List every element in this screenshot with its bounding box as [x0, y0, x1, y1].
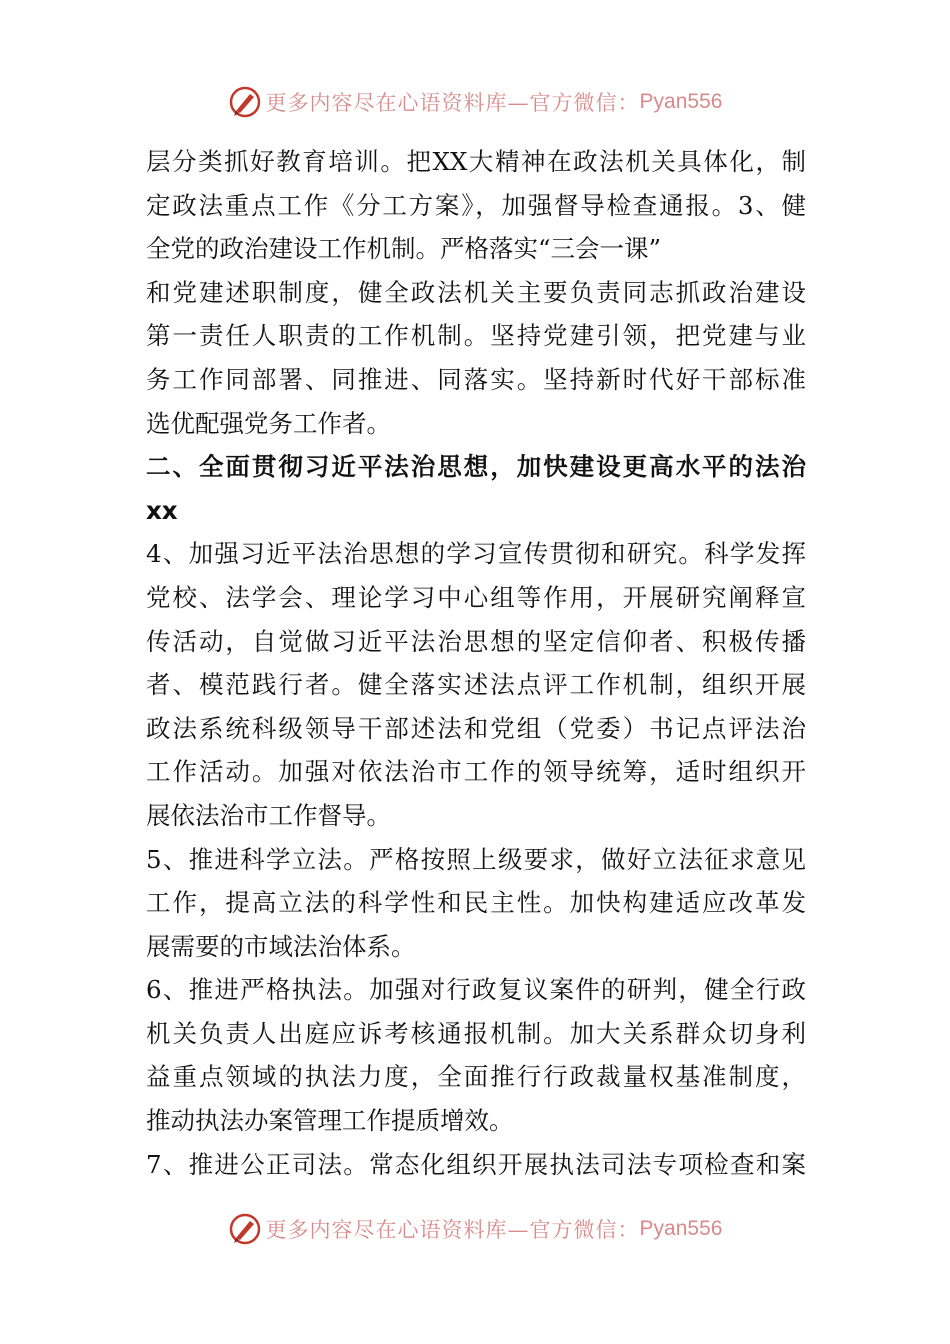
paragraph-line: 者、模范践行者。健全落实述法点评工作机制，组织开展 [146, 670, 806, 700]
paragraph-line: 政法系统科级领导干部述法和党组（党委）书记点评法治 [146, 713, 806, 743]
paragraph-line: 机关负责人出庭应诉考核通报机制。加大关系群众切身利 [146, 1018, 806, 1048]
paragraph-line: 选优配强党务工作者。 [146, 408, 391, 438]
watermark-text: 更多内容尽在心语资料库—官方微信： [265, 91, 640, 115]
paragraph-line: 7、推进公正司法。常态化组织开展执法司法专项检查和案 [146, 1149, 806, 1179]
paragraph-line: 4、加强习近平法治思想的学习宣传贯彻和研究。科学发挥 [146, 539, 806, 569]
paragraph-line: 全党的政治建设工作机制。严格落实“三会一课” [146, 234, 662, 264]
paragraph-line: 第一责任人职责的工作机制。坚持党建引领，把党建与业 [146, 321, 806, 351]
paragraph-line: 党校、法学会、理论学习中心组等作用，开展研究阐释宣 [146, 582, 806, 612]
paragraph-line: 务工作同部署、同推进、同落实。坚持新时代好干部标准 [146, 364, 806, 394]
paragraph-line: 6、推进严格执法。加强对行政复议案件的研判，健全行政 [146, 975, 806, 1005]
watermark-wechat-id: Pyan556 [639, 90, 723, 113]
paragraph-line: 和党建述职制度，健全政法机关主要负责同志抓政治建设 [146, 277, 806, 307]
paragraph-line: 益重点领域的执法力度，全面推行行政裁量权基准制度， [146, 1062, 806, 1092]
watermark-wechat-id: Pyan556 [639, 1217, 723, 1240]
paragraph-line: 工作，提高立法的科学性和民主性。加快构建适应改革发 [146, 888, 806, 918]
paragraph-line: 传活动，自觉做习近平法治思想的坚定信仰者、积极传播 [146, 626, 806, 656]
section-heading-line: xx [146, 495, 178, 525]
pen-logo-icon [228, 85, 262, 119]
watermark-banner-top [0, 80, 950, 124]
paragraph-line: 展依法治市工作督导。 [146, 800, 391, 830]
paragraph-line: 推动执法办案管理工作提质增效。 [146, 1106, 514, 1136]
section-heading-line: 二、全面贯彻习近平法治思想，加快建设更高水平的法治 [146, 452, 806, 482]
watermark-text: 更多内容尽在心语资料库—官方微信： [265, 1218, 640, 1242]
paragraph-line: 层分类抓好教育培训。把XX大精神在政法机关具体化，制 [146, 147, 806, 176]
paragraph-line: 工作活动。加强对依法治市工作的领导统筹，适时组织开 [146, 757, 806, 787]
paragraph-line: 5、推进科学立法。严格按照上级要求，做好立法征求意见 [146, 844, 806, 874]
paragraph-line: 定政法重点工作《分工方案》，加强督导检查通报。3、健 [146, 190, 806, 220]
document-body [146, 140, 806, 1186]
pen-logo-icon [228, 1212, 262, 1246]
watermark-banner-bottom [0, 1207, 950, 1251]
paragraph-line: 展需要的市域法治体系。 [146, 931, 416, 961]
